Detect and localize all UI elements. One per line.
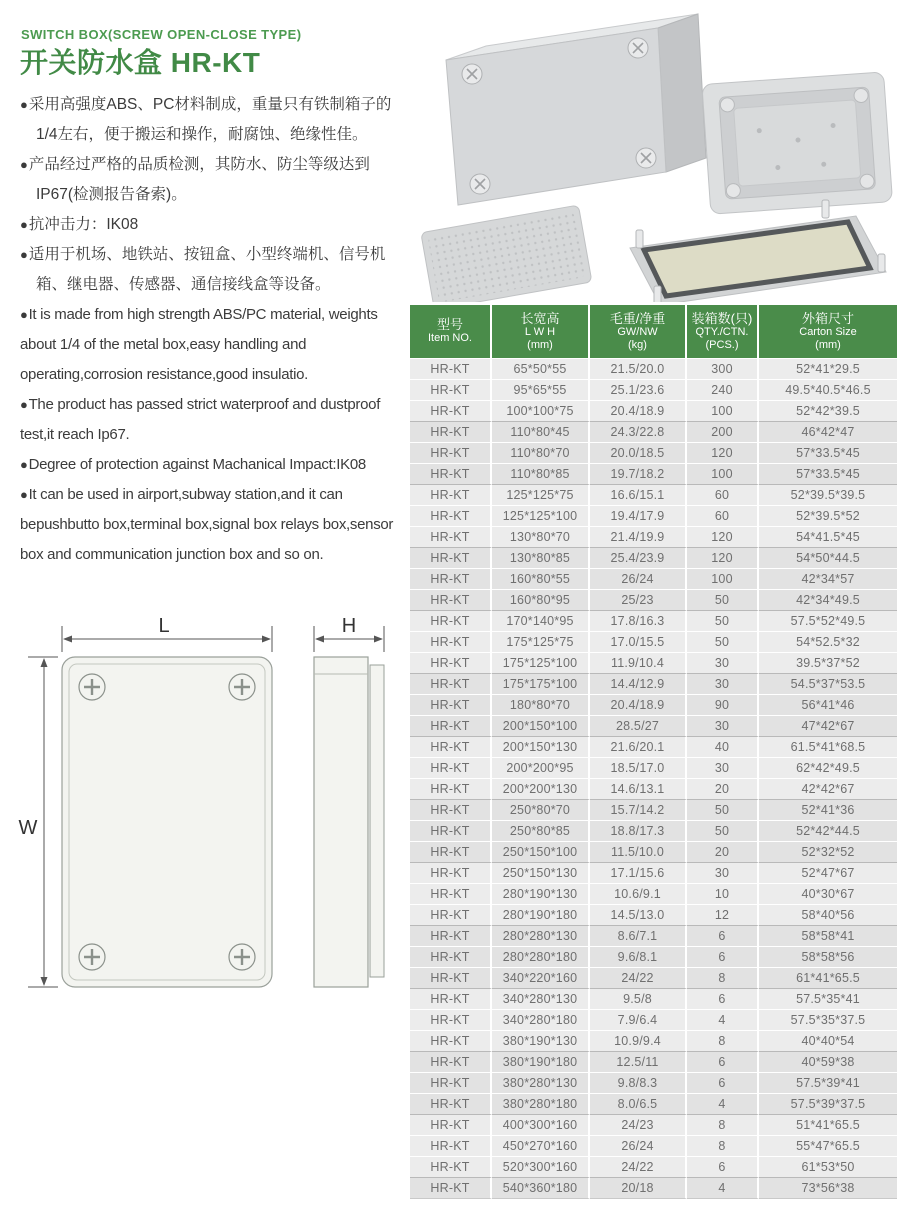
feature-item: ●Degree of protection against Machanical Impact:IK08 xyxy=(20,456,366,473)
table-row xyxy=(410,715,897,736)
table-cell: 11.9/10.4 xyxy=(590,652,687,673)
photo-closed-box xyxy=(446,14,706,205)
table-cell: 7.9/6.4 xyxy=(590,1009,687,1030)
table-cell: HR-KT xyxy=(410,778,492,799)
table-cell: 160*80*55 xyxy=(492,568,590,589)
table-cell: HR-KT xyxy=(410,652,492,673)
table-cell: 19.7/18.2 xyxy=(590,463,687,484)
table-cell: 61.5*41*68.5 xyxy=(759,736,897,757)
product-subtitle: SWITCH BOX(SCREW OPEN-CLOSE TYPE) xyxy=(21,27,302,42)
feature-item: ●It can be used in airport,subway station,and it can bepushbutto box,terminal box,signal box relays box,sensor box and communication junction box and so on. xyxy=(20,486,394,563)
table-cell: 39.5*37*52 xyxy=(759,652,897,673)
table-cell: HR-KT xyxy=(410,547,492,568)
table-row xyxy=(410,442,897,463)
bullet-icon: ● xyxy=(20,247,28,262)
spec-table xyxy=(410,305,897,1199)
feature-item: ●产品经过严格的品质检测，其防水、防尘等级达到IP67(检测报告备索)。 xyxy=(20,156,370,203)
table-cell: 120 xyxy=(687,526,759,547)
table-row xyxy=(410,673,897,694)
table-cell: 380*190*180 xyxy=(492,1051,590,1072)
table-cell: 9.5/8 xyxy=(590,988,687,1009)
table-cell: 40*40*54 xyxy=(759,1030,897,1051)
table-cell: 10 xyxy=(687,883,759,904)
table-cell: 65*50*55 xyxy=(492,358,590,379)
table-cell: 4 xyxy=(687,1093,759,1114)
table-cell: 8.0/6.5 xyxy=(590,1093,687,1114)
table-cell: 380*280*130 xyxy=(492,1072,590,1093)
table-cell: 52*42*39.5 xyxy=(759,400,897,421)
table-cell: 12 xyxy=(687,904,759,925)
table-cell: 300 xyxy=(687,358,759,379)
table-cell: HR-KT xyxy=(410,1030,492,1051)
table-cell: 450*270*160 xyxy=(492,1135,590,1156)
table-cell: 95*65*55 xyxy=(492,379,590,400)
table-cell: 175*175*100 xyxy=(492,673,590,694)
col-header-qty: 装箱数(只) QTY./CTN. (PCS.) xyxy=(687,305,759,358)
table-row xyxy=(410,1135,897,1156)
table-cell: 57*33.5*45 xyxy=(759,442,897,463)
table-cell: 200*150*130 xyxy=(492,736,590,757)
table-cell: 46*42*47 xyxy=(759,421,897,442)
table-cell: HR-KT xyxy=(410,925,492,946)
table-cell: HR-KT xyxy=(410,1177,492,1199)
table-cell: HR-KT xyxy=(410,442,492,463)
table-cell: 19.4/17.9 xyxy=(590,505,687,526)
table-cell: 56*41*46 xyxy=(759,694,897,715)
table-cell: 18.5/17.0 xyxy=(590,757,687,778)
table-cell: 380*280*180 xyxy=(492,1093,590,1114)
table-cell: 8 xyxy=(687,1135,759,1156)
table-row xyxy=(410,1093,897,1114)
table-cell: 6 xyxy=(687,946,759,967)
photo-lid xyxy=(630,200,886,302)
table-cell: 30 xyxy=(687,673,759,694)
col-header-lwh: 长宽高 L W H (mm) xyxy=(492,305,590,358)
table-cell: 240 xyxy=(687,379,759,400)
table-row xyxy=(410,631,897,652)
table-cell: 24/22 xyxy=(590,967,687,988)
table-row xyxy=(410,820,897,841)
table-cell: 14.4/12.9 xyxy=(590,673,687,694)
table-cell: 100*100*75 xyxy=(492,400,590,421)
table-row xyxy=(410,463,897,484)
table-cell: 20.4/18.9 xyxy=(590,400,687,421)
side-view xyxy=(314,657,384,987)
table-cell: 58*58*41 xyxy=(759,925,897,946)
table-cell: 250*80*70 xyxy=(492,799,590,820)
table-row xyxy=(410,988,897,1009)
col-header-carton-size: 外箱尺寸 Carton Size (mm) xyxy=(759,305,897,358)
photo-mounting-plate xyxy=(421,205,592,302)
table-cell: 57*33.5*45 xyxy=(759,463,897,484)
bullet-icon: ● xyxy=(20,397,28,412)
table-cell: 49.5*40.5*46.5 xyxy=(759,379,897,400)
table-cell: 30 xyxy=(687,862,759,883)
table-cell: 21.6/20.1 xyxy=(590,736,687,757)
table-cell: 280*190*180 xyxy=(492,904,590,925)
table-cell: HR-KT xyxy=(410,484,492,505)
col-header-item-no: 型号 Item NO. xyxy=(410,305,492,358)
table-cell: 180*80*70 xyxy=(492,694,590,715)
table-cell: 6 xyxy=(687,925,759,946)
table-cell: 20 xyxy=(687,841,759,862)
table-cell: 200*150*100 xyxy=(492,715,590,736)
table-cell: 110*80*85 xyxy=(492,463,590,484)
table-cell: 110*80*70 xyxy=(492,442,590,463)
table-cell: 200 xyxy=(687,421,759,442)
table-cell: 125*125*75 xyxy=(492,484,590,505)
table-cell: 14.5/13.0 xyxy=(590,904,687,925)
table-cell: HR-KT xyxy=(410,757,492,778)
table-cell: 250*150*130 xyxy=(492,862,590,883)
table-cell: 4 xyxy=(687,1177,759,1199)
table-row xyxy=(410,1030,897,1051)
table-row xyxy=(410,883,897,904)
feature-list xyxy=(20,90,402,570)
table-row xyxy=(410,925,897,946)
table-cell: HR-KT xyxy=(410,568,492,589)
table-cell: 42*42*67 xyxy=(759,778,897,799)
table-cell: 130*80*70 xyxy=(492,526,590,547)
table-cell: 9.6/8.1 xyxy=(590,946,687,967)
table-cell: 57.5*35*41 xyxy=(759,988,897,1009)
table-cell: 14.6/13.1 xyxy=(590,778,687,799)
table-cell: 17.0/15.5 xyxy=(590,631,687,652)
table-cell: 280*280*180 xyxy=(492,946,590,967)
table-cell: 40*59*38 xyxy=(759,1051,897,1072)
feature-item: ●采用高强度ABS、PC材料制成，重量只有铁制箱子的1/4左右，便于搬运和操作，耐腐蚀、绝缘性佳。 xyxy=(20,96,392,143)
photo-open-box xyxy=(702,72,893,214)
table-cell: 58*58*56 xyxy=(759,946,897,967)
table-cell: 20 xyxy=(687,778,759,799)
table-cell: 52*32*52 xyxy=(759,841,897,862)
table-cell: 30 xyxy=(687,715,759,736)
dimension-drawing xyxy=(14,612,414,994)
table-cell: 8 xyxy=(687,1114,759,1135)
table-cell: 120 xyxy=(687,547,759,568)
col-header-gw-nw: 毛重/净重 GW/NW (kg) xyxy=(590,305,687,358)
table-cell: 60 xyxy=(687,484,759,505)
table-cell: 120 xyxy=(687,442,759,463)
table-cell: 20.0/18.5 xyxy=(590,442,687,463)
table-row xyxy=(410,778,897,799)
table-cell: 57.5*52*49.5 xyxy=(759,610,897,631)
table-cell: 58*40*56 xyxy=(759,904,897,925)
table-row xyxy=(410,841,897,862)
table-row xyxy=(410,757,897,778)
table-cell: 17.1/15.6 xyxy=(590,862,687,883)
table-row xyxy=(410,589,897,610)
table-row xyxy=(410,1156,897,1177)
table-cell: 57.5*35*37.5 xyxy=(759,1009,897,1030)
table-cell: HR-KT xyxy=(410,694,492,715)
table-row xyxy=(410,946,897,967)
table-cell: 47*42*67 xyxy=(759,715,897,736)
table-cell: HR-KT xyxy=(410,967,492,988)
table-cell: HR-KT xyxy=(410,463,492,484)
table-cell: 6 xyxy=(687,988,759,1009)
feature-item: ●适用于机场、地铁站、按钮盒、小型终端机、信号机箱、继电器、传感器、通信接线盒等设备。 xyxy=(20,246,386,293)
bullet-icon: ● xyxy=(20,97,28,112)
table-cell: HR-KT xyxy=(410,1114,492,1135)
table-cell: HR-KT xyxy=(410,904,492,925)
table-cell: 52*41*36 xyxy=(759,799,897,820)
feature-item: ●It is made from high strength ABS/PC material, weights about 1/4 of the metal box,easy handling and operating,corrosion resistance,good insulatio. xyxy=(20,306,378,383)
table-cell: 380*190*130 xyxy=(492,1030,590,1051)
table-cell: 160*80*95 xyxy=(492,589,590,610)
table-cell: 6 xyxy=(687,1156,759,1177)
dimension-label-w: W xyxy=(18,817,38,839)
table-cell: HR-KT xyxy=(410,1009,492,1030)
table-cell: 54*50*44.5 xyxy=(759,547,897,568)
table-cell: 6 xyxy=(687,1051,759,1072)
table-cell: 17.8/16.3 xyxy=(590,610,687,631)
table-cell: 10.6/9.1 xyxy=(590,883,687,904)
table-cell: 100 xyxy=(687,568,759,589)
table-cell: 73*56*38 xyxy=(759,1177,897,1199)
table-cell: 57.5*39*37.5 xyxy=(759,1093,897,1114)
table-cell: HR-KT xyxy=(410,610,492,631)
bullet-icon: ● xyxy=(20,487,28,502)
table-cell: 26/24 xyxy=(590,568,687,589)
dimension-label-l: L xyxy=(158,615,170,637)
table-cell: 42*34*49.5 xyxy=(759,589,897,610)
table-cell: 16.6/15.1 xyxy=(590,484,687,505)
table-cell: 8 xyxy=(687,967,759,988)
table-row xyxy=(410,547,897,568)
table-row xyxy=(410,652,897,673)
table-cell: 61*53*50 xyxy=(759,1156,897,1177)
table-cell: 52*39.5*52 xyxy=(759,505,897,526)
table-row xyxy=(410,1051,897,1072)
table-cell: HR-KT xyxy=(410,421,492,442)
product-photos-svg xyxy=(408,0,900,302)
table-cell: 90 xyxy=(687,694,759,715)
table-cell: 21.4/19.9 xyxy=(590,526,687,547)
table-cell: 340*280*130 xyxy=(492,988,590,1009)
table-row xyxy=(410,1114,897,1135)
table-cell: 40 xyxy=(687,736,759,757)
table-row xyxy=(410,568,897,589)
table-cell: 51*41*65.5 xyxy=(759,1114,897,1135)
table-cell: 100 xyxy=(687,463,759,484)
table-cell: 200*200*130 xyxy=(492,778,590,799)
table-cell: 11.5/10.0 xyxy=(590,841,687,862)
table-cell: 24.3/22.8 xyxy=(590,421,687,442)
table-row xyxy=(410,1072,897,1093)
table-row xyxy=(410,1177,897,1199)
bullet-icon: ● xyxy=(20,457,28,472)
table-cell: HR-KT xyxy=(410,400,492,421)
page-title: 开关防水盒 HR-KT xyxy=(20,47,261,78)
table-cell: 540*360*180 xyxy=(492,1177,590,1199)
table-cell: HR-KT xyxy=(410,1156,492,1177)
table-cell: HR-KT xyxy=(410,673,492,694)
table-cell: HR-KT xyxy=(410,631,492,652)
table-cell: 54*41.5*45 xyxy=(759,526,897,547)
feature-item: ●抗冲击力：IK08 xyxy=(20,216,139,233)
table-cell: 25.4/23.9 xyxy=(590,547,687,568)
bullet-icon: ● xyxy=(20,217,28,232)
table-row xyxy=(410,484,897,505)
table-cell: 52*47*67 xyxy=(759,862,897,883)
table-cell: 40*30*67 xyxy=(759,883,897,904)
table-cell: 6 xyxy=(687,1072,759,1093)
table-cell: 8 xyxy=(687,1030,759,1051)
table-cell: HR-KT xyxy=(410,358,492,379)
table-cell: 62*42*49.5 xyxy=(759,757,897,778)
table-cell: 280*190*130 xyxy=(492,883,590,904)
table-row xyxy=(410,904,897,925)
table-cell: 175*125*75 xyxy=(492,631,590,652)
table-cell: HR-KT xyxy=(410,505,492,526)
table-cell: HR-KT xyxy=(410,1051,492,1072)
table-cell: 170*140*95 xyxy=(492,610,590,631)
table-cell: HR-KT xyxy=(410,526,492,547)
table-cell: 50 xyxy=(687,610,759,631)
table-cell: 54*52.5*32 xyxy=(759,631,897,652)
table-cell: 280*280*130 xyxy=(492,925,590,946)
table-row xyxy=(410,862,897,883)
table-row xyxy=(410,400,897,421)
table-cell: 12.5/11 xyxy=(590,1051,687,1072)
table-row xyxy=(410,379,897,400)
table-cell: 42*34*57 xyxy=(759,568,897,589)
table-cell: 24/23 xyxy=(590,1114,687,1135)
table-cell: 30 xyxy=(687,652,759,673)
table-cell: HR-KT xyxy=(410,841,492,862)
table-cell: HR-KT xyxy=(410,736,492,757)
table-cell: 52*41*29.5 xyxy=(759,358,897,379)
table-row xyxy=(410,799,897,820)
table-header-row xyxy=(410,305,897,358)
table-cell: 400*300*160 xyxy=(492,1114,590,1135)
table-cell: 520*300*160 xyxy=(492,1156,590,1177)
table-cell: 100 xyxy=(687,400,759,421)
table-row xyxy=(410,505,897,526)
table-cell: 52*42*44.5 xyxy=(759,820,897,841)
bullet-icon: ● xyxy=(20,307,28,322)
table-cell: HR-KT xyxy=(410,799,492,820)
table-row xyxy=(410,421,897,442)
table-row xyxy=(410,736,897,757)
table-cell: 18.8/17.3 xyxy=(590,820,687,841)
table-cell: 340*220*160 xyxy=(492,967,590,988)
table-cell: 15.7/14.2 xyxy=(590,799,687,820)
table-cell: 50 xyxy=(687,631,759,652)
table-cell: HR-KT xyxy=(410,379,492,400)
table-cell: 4 xyxy=(687,1009,759,1030)
table-cell: 60 xyxy=(687,505,759,526)
table-cell: 8.6/7.1 xyxy=(590,925,687,946)
table-cell: HR-KT xyxy=(410,988,492,1009)
table-cell: 24/22 xyxy=(590,1156,687,1177)
table-cell: 130*80*85 xyxy=(492,547,590,568)
table-cell: 10.9/9.4 xyxy=(590,1030,687,1051)
table-row xyxy=(410,1009,897,1030)
table-cell: 55*47*65.5 xyxy=(759,1135,897,1156)
table-cell: HR-KT xyxy=(410,589,492,610)
table-cell: HR-KT xyxy=(410,1093,492,1114)
table-row xyxy=(410,610,897,631)
table-cell: 61*41*65.5 xyxy=(759,967,897,988)
dimension-drawing-svg xyxy=(14,612,414,994)
table-row xyxy=(410,526,897,547)
front-view xyxy=(62,657,272,987)
table-cell: 20/18 xyxy=(590,1177,687,1199)
table-cell: HR-KT xyxy=(410,1072,492,1093)
feature-item: ●The product has passed strict waterproof and dustproof test,it reach Ip67. xyxy=(20,396,381,443)
table-cell: HR-KT xyxy=(410,862,492,883)
table-cell: 50 xyxy=(687,799,759,820)
table-cell: 52*39.5*39.5 xyxy=(759,484,897,505)
table-cell: 250*150*100 xyxy=(492,841,590,862)
table-cell: 25.1/23.6 xyxy=(590,379,687,400)
table-cell: 340*280*180 xyxy=(492,1009,590,1030)
product-photos xyxy=(408,0,900,302)
table-cell: HR-KT xyxy=(410,820,492,841)
table-cell: 175*125*100 xyxy=(492,652,590,673)
table-cell: 28.5/27 xyxy=(590,715,687,736)
table-cell: 21.5/20.0 xyxy=(590,358,687,379)
table-cell: HR-KT xyxy=(410,1135,492,1156)
table-cell: 125*125*100 xyxy=(492,505,590,526)
table-cell: 57.5*39*41 xyxy=(759,1072,897,1093)
spec-table-body xyxy=(410,358,897,1199)
table-cell: 25/23 xyxy=(590,589,687,610)
table-cell: HR-KT xyxy=(410,883,492,904)
dimension-label-h: H xyxy=(341,615,357,637)
table-cell: HR-KT xyxy=(410,946,492,967)
table-row xyxy=(410,694,897,715)
table-cell: HR-KT xyxy=(410,715,492,736)
table-cell: 50 xyxy=(687,820,759,841)
bullet-icon: ● xyxy=(20,157,28,172)
table-row xyxy=(410,967,897,988)
table-cell: 250*80*85 xyxy=(492,820,590,841)
table-row xyxy=(410,358,897,379)
table-cell: 54.5*37*53.5 xyxy=(759,673,897,694)
table-cell: 50 xyxy=(687,589,759,610)
table-cell: 110*80*45 xyxy=(492,421,590,442)
table-cell: 30 xyxy=(687,757,759,778)
table-cell: 26/24 xyxy=(590,1135,687,1156)
table-cell: 20.4/18.9 xyxy=(590,694,687,715)
table-cell: 9.8/8.3 xyxy=(590,1072,687,1093)
table-cell: 200*200*95 xyxy=(492,757,590,778)
